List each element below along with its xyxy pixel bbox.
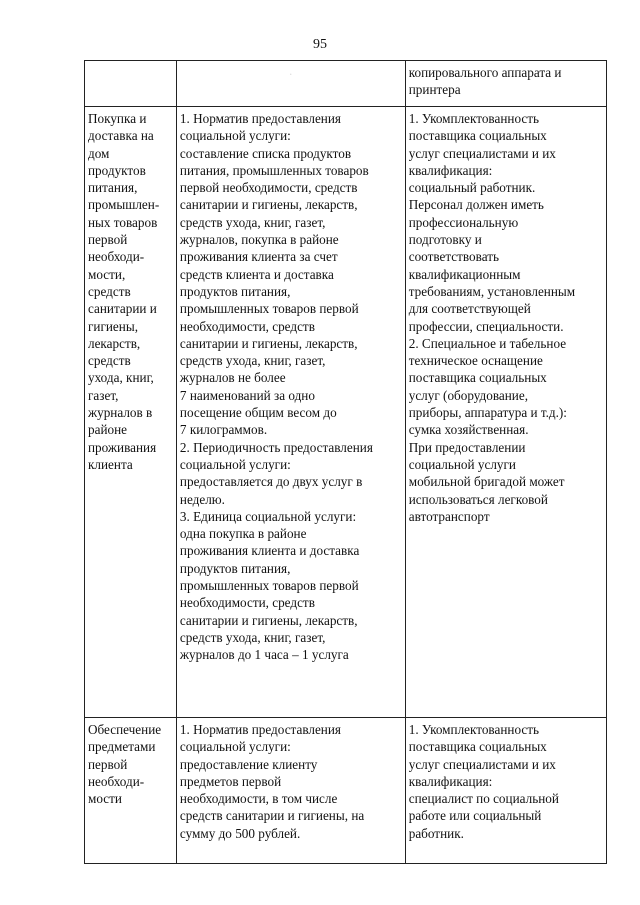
cell-text-line: санитарии и гигиены, лекарств, [179, 197, 358, 213]
cell-text-line: 7 наименований за одно [179, 387, 315, 403]
cell-text-line: необходи- [88, 249, 145, 265]
cell-text-line: автотранспорт [408, 508, 490, 524]
cell-text-line: мобильной бригадой может [408, 474, 565, 490]
cell-text-line: посещение общим весом до [179, 405, 337, 421]
cell-text-line: средств ухода, книг, газет, [179, 353, 326, 369]
cell-text-line: проживания [88, 439, 157, 455]
cell-text-line: социальный работник. [408, 180, 536, 196]
cell-text-line: 1. Укомплектованность [408, 722, 540, 737]
cell-text-line: ухода, книг, [88, 370, 154, 386]
cell-text-line: продуктов питания, [179, 283, 291, 299]
cell-text-line: работе или социальный [408, 808, 542, 824]
cell-text-line: специалист по социальной [408, 791, 559, 807]
cell-text-line: первой [88, 232, 128, 248]
cell-text-line: средств клиента и доставка [179, 266, 334, 282]
cell-text-line: Персонал должен иметь [408, 197, 544, 213]
cell-text-line: копировального аппарата и [408, 65, 562, 80]
cell-text-line: гигиены, [88, 318, 139, 334]
standard-cell [176, 718, 405, 864]
scan-mark: · [289, 72, 292, 78]
cell-text-line: санитарии и [88, 301, 157, 317]
cell-text-line: 1. Норматив предоставления [179, 722, 341, 737]
cell-text-line: Обеспечение [88, 722, 162, 737]
cell-text-line: журналов не более [179, 370, 286, 386]
cell-text-line: сумму до 500 рублей. [179, 825, 301, 841]
cell-text-line: продуктов [88, 162, 146, 178]
cell-text-line: профессии, специальности. [408, 318, 564, 334]
cell-text-line: мости, [88, 266, 126, 282]
cell-text-line: составление списка продуктов [179, 145, 352, 161]
personnel-cell [405, 718, 606, 864]
cell-text-line: сумка хозяйственная. [408, 422, 529, 438]
cell-text-line: требованиям, установленным [408, 283, 576, 299]
cell-text-line: техническое оснащение [408, 353, 543, 369]
cell-text-line: предметов первой [179, 773, 282, 789]
cell-text-line: одна покупка в районе [179, 526, 307, 542]
cell-text-line: продуктов питания, [179, 560, 291, 576]
cell-text-line: квалификация: [408, 162, 493, 178]
cell-text-line: услуг (оборудование, [408, 387, 529, 403]
cell-text-line: приборы, аппаратура и т.д.): [408, 405, 567, 421]
cell-text-line: поставщика социальных [408, 739, 547, 755]
table-row [85, 718, 607, 864]
cell-text-line: питания, [88, 180, 138, 196]
cell-text-line: клиента [88, 456, 133, 472]
cell-text-line: социальной услуги: [179, 128, 291, 144]
cell-text-line: поставщика социальных [408, 128, 547, 144]
cell-text-line: профессиональную [408, 214, 519, 230]
cell-text-line: принтера [408, 82, 461, 98]
cell-text-line: проживания клиента за счет [179, 249, 338, 265]
standard-cell [176, 61, 405, 107]
cell-text-line: средств [88, 283, 131, 299]
cell-text-line: При предоставлении [408, 439, 526, 455]
cell-text-line: услуг специалистами и их [408, 756, 556, 772]
cell-text-line: поставщика социальных [408, 370, 547, 386]
cell-text-line: средств ухода, книг, газет, [179, 214, 326, 230]
cell-text-line: санитарии и гигиены, лекарств, [179, 612, 358, 628]
cell-text-line: предоставляется до двух услуг в [179, 474, 363, 490]
cell-text-line: проживания клиента и доставка [179, 543, 360, 559]
cell-text-line: дом [88, 145, 110, 161]
cell-text-line: работник. [408, 825, 464, 841]
cell-text-line: промышленных товаров первой [179, 301, 359, 317]
cell-text-line: ных товаров [88, 214, 158, 230]
service-name-cell [85, 61, 177, 107]
cell-text-line: средств санитарии и гигиены, на [179, 808, 365, 824]
cell-text-line: предоставление клиенту [179, 756, 318, 772]
cell-text-line: средств ухода, книг, газет, [179, 629, 326, 645]
cell-text-line: средств [88, 353, 131, 369]
cell-text-line: 7 килограммов. [179, 422, 268, 438]
cell-text-line: мости [88, 791, 122, 807]
cell-text-line: социальной услуги [408, 456, 516, 472]
cell-text-line: соответствовать [408, 249, 499, 265]
cell-text-line: необходимости, в том числе [179, 791, 338, 807]
cell-text-line: 3. Единица социальной услуги: [179, 508, 357, 524]
page-number: 95 [313, 37, 327, 52]
personnel-cell [405, 107, 606, 718]
cell-text-line: Покупка и [88, 111, 147, 126]
cell-text-line: 2. Периодичность предоставления [179, 439, 373, 455]
personnel-cell [405, 61, 606, 107]
cell-text-line: первой необходимости, средств [179, 180, 358, 196]
cell-text-line: журналов в [88, 405, 153, 421]
cell-text-line: услуг специалистами и их [408, 145, 556, 161]
cell-text-line: социальной услуги: [179, 456, 291, 472]
cell-text-line: доставка на [88, 128, 154, 144]
cell-text-line: лекарств, [88, 335, 141, 351]
cell-text-line: санитарии и гигиены, лекарств, [179, 335, 358, 351]
cell-text-line: использоваться легковой [408, 491, 548, 507]
cell-text-line: неделю. [179, 491, 225, 507]
cell-text-line: журналов до 1 часа – 1 услуга [179, 647, 349, 663]
cell-text-line: предметами [88, 739, 156, 755]
service-name-cell [85, 718, 177, 864]
table-row [85, 61, 607, 107]
cell-text-line: газет, [88, 387, 119, 403]
cell-text-line: необходимости, средств [179, 318, 315, 334]
table-row [85, 107, 607, 718]
cell-text-line: 1. Норматив предоставления [179, 111, 341, 126]
cell-text-line: промышлен- [88, 197, 160, 213]
cell-text-line: питания, промышленных товаров [179, 162, 369, 178]
services-table [84, 60, 607, 864]
standard-cell [176, 107, 405, 718]
cell-text-line: необходи- [88, 773, 145, 789]
cell-text-line: 2. Специальное и табельное [408, 335, 567, 351]
cell-text-line: первой [88, 756, 128, 772]
cell-text-line: районе [88, 422, 128, 438]
service-name-cell [85, 107, 177, 718]
cell-text-line: журналов, покупка в районе [179, 232, 339, 248]
cell-text-line: подготовку и [408, 232, 482, 248]
cell-text-line: промышленных товаров первой [179, 578, 359, 594]
cell-text-line: 1. Укомплектованность [408, 111, 540, 126]
cell-text-line: социальной услуги: [179, 739, 291, 755]
cell-text-line: квалификация: [408, 773, 493, 789]
cell-text-line: необходимости, средств [179, 595, 315, 611]
cell-text-line: для соответствующей [408, 301, 531, 317]
cell-text-line: квалификационным [408, 266, 521, 282]
